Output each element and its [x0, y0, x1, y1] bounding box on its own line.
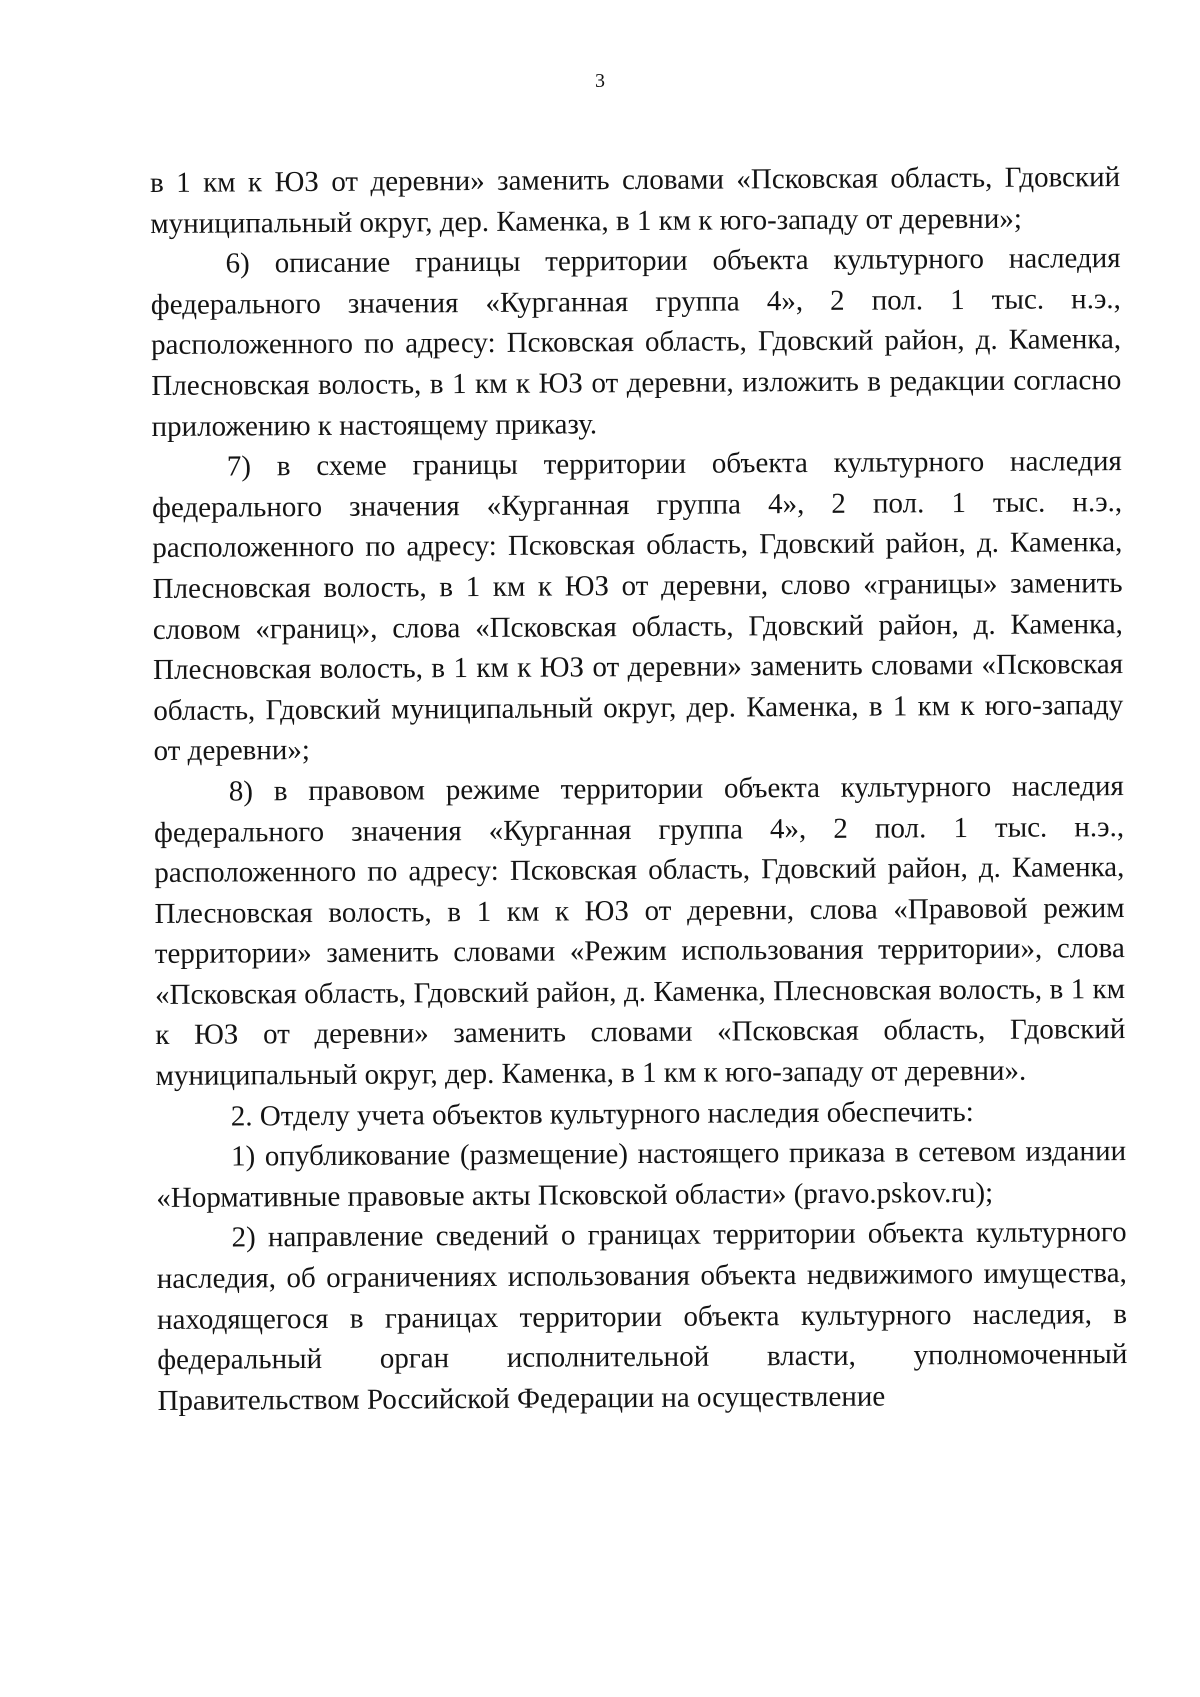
- document-body: [150, 157, 1128, 1421]
- paragraph-section-2-item-2: 2) направление сведений о границах территории объекта культурного наследия, об ограничениях использования объекта недвижимого имущества, находящегося в границах территории объекта культурного наследия, в федеральный орган исполнительной власти, уполномоченный Правительством Российской Федерации на осуществление: [156, 1216, 1128, 1417]
- page-number: 3: [595, 70, 605, 92]
- paragraph-item-8: 8) в правовом режиме территории объекта культурного наследия федерального значения «Курганная группа 4», 2 пол. 1 тыс. н.э., расположенного по адресу: Псковская область, Гдовский район, д. Каменка, Плесновская волость, в 1 км к ЮЗ от деревни, слова «Правовой режим территории» заменить словами «Режим использования территории», слова «Псковская область, Гдовский район, д. Каменка, Плесновская волость, в 1 км к ЮЗ от деревни» заменить словами «Псковская область, Гдовский муниципальный округ, дер. Каменка, в 1 км к юго-западу от деревни».: [153, 769, 1126, 1093]
- paragraph-section-2-item-1: 1) опубликование (размещение) настоящего приказа в сетевом издании «Нормативные правовые акты Псковской области» (pravo.pskov.ru);: [156, 1135, 1127, 1214]
- paragraph-item-6: 6) описание границы территории объекта культурного наследия федерального значения «Курганная группа 4», 2 пол. 1 тыс. н.э., расположенного по адресу: Псковская область, Гдовский район, д. Каменка, Плесновская волость, в 1 км к ЮЗ от деревни, изложить в редакции согласно приложению к настоящему приказу.: [150, 242, 1122, 443]
- paragraph-section-2: 2. Отделу учета объектов культурного наследия обеспечить:: [230, 1095, 974, 1133]
- paragraph-item-7: 7) в схеме границы территории объекта культурного наследия федерального значения «Курганная группа 4», 2 пол. 1 тыс. н.э., расположенного по адресу: Псковская область, Гдовский район, д. Каменка, Плесновская волость, в 1 км к ЮЗ от деревни, слово «границы» заменить словом «границ», слова «Псковская область, Гдовский район, д. Каменка, Плесновская волость, в 1 км к ЮЗ от деревни» заменить словами «Псковская область, Гдовский муниципальный округ, дер. Каменка, в 1 км к юго-западу от деревни»;: [152, 445, 1124, 768]
- paragraph-continuation: в 1 км к ЮЗ от деревни» заменить словами «Псковская область, Гдовский муниципальный округ, дер. Каменка, в 1 км к юго-западу от деревни»;: [150, 161, 1121, 240]
